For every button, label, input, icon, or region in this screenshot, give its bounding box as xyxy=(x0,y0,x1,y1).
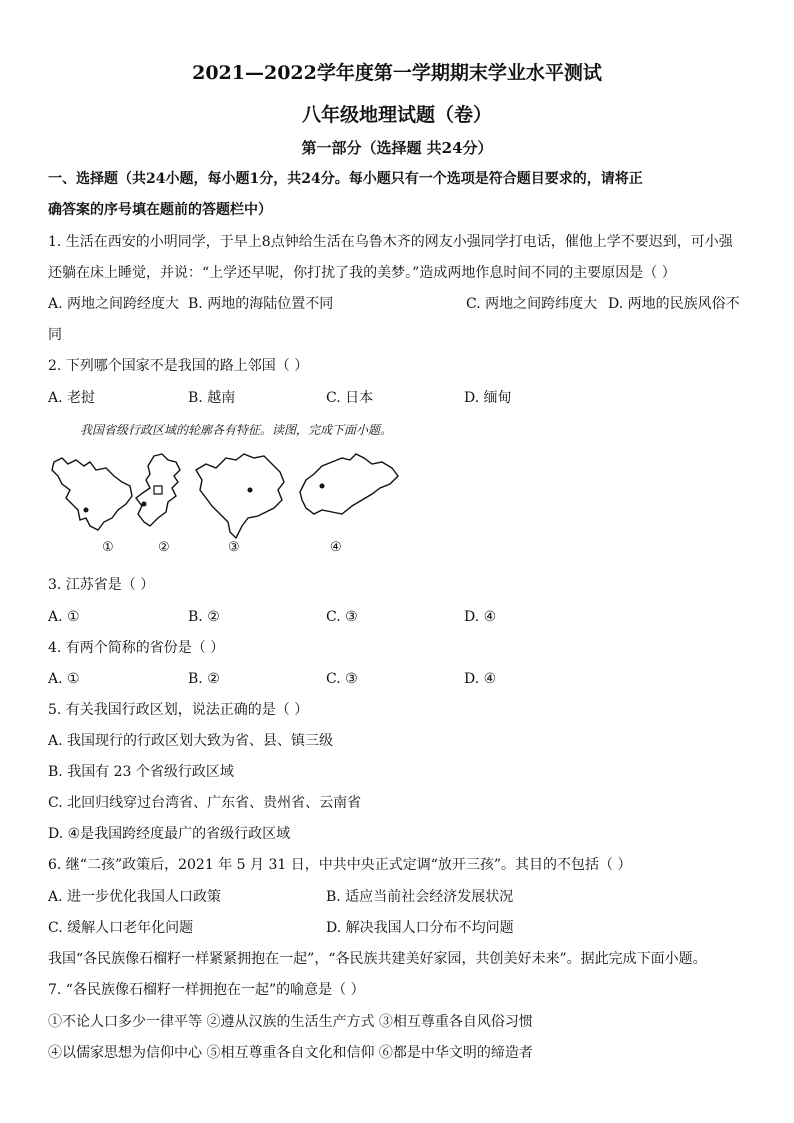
q3-option-b: B. ② xyxy=(188,609,220,625)
map-label-4: ④ xyxy=(330,540,342,555)
q5-option-a: A. 我国现行的行政区划大致为省、县、镇三级 xyxy=(48,733,334,749)
map-label-3: ③ xyxy=(228,540,240,555)
q4-option-a: A. ① xyxy=(48,671,80,687)
q4-option-c: C. ③ xyxy=(326,671,358,687)
q1-option-b: B. 两地的海陆位置不同 xyxy=(188,296,334,312)
q5-stem: 5. 有关我国行政区划，说法正确的是（ ） xyxy=(48,702,309,718)
q3-option-a: A. ① xyxy=(48,609,80,625)
q5-option-c: C. 北回归线穿过台湾省、广东省、贵州省、云南省 xyxy=(48,795,362,811)
q1-option-d-cont: 同 xyxy=(48,327,62,343)
q2-option-c: C. 日本 xyxy=(326,390,374,406)
map-label-2: ② xyxy=(158,540,170,555)
q3-option-c: C. ③ xyxy=(326,609,358,625)
q7-choices-row1: ①不论人口多少一律平等 ②遵从汉族的生活生产方式 ③相互尊重各自风俗习惯 xyxy=(48,1014,533,1030)
q1-stem-line2: 还躺在床上睡觉，并说：“上学还早呢，你打扰了我的美梦。”造成两地作息时间不同的主要原因是（ ） xyxy=(48,265,676,281)
map-intro: 我国省级行政区域的轮廓各有特征。读图，完成下面小题。 xyxy=(80,423,393,437)
q4-stem: 4. 有两个简称的省份是（ ） xyxy=(48,640,225,656)
province-outline-2 xyxy=(128,452,190,534)
q2-option-b: B. 越南 xyxy=(188,390,236,406)
q7-stem: 7. “各民族像石榴籽一样拥抱在一起”的喻意是（ ） xyxy=(48,982,365,998)
q7-choices-row2: ④以儒家思想为信仰中心 ⑤相互尊重各自文化和信仰 ⑥都是中华文明的缔造者 xyxy=(48,1045,533,1061)
province-outline-4 xyxy=(292,452,402,524)
section-instruction-line1: 一、选择题（共24小题，每小题1分，共24分。每小题只有一个选项是符合题目要求的，请将正 xyxy=(48,171,643,187)
map-label-1: ① xyxy=(102,540,114,555)
q1-option-d: D. 两地的民族风俗不 xyxy=(608,296,740,312)
q6-option-a: A. 进一步优化我国人口政策 xyxy=(48,889,222,905)
q3-option-d: D. ④ xyxy=(464,609,497,625)
q5-option-d: D. ④是我国跨经度最广的省级行政区域 xyxy=(48,826,291,842)
q1-option-c: C. 两地之间跨纬度大 xyxy=(466,296,598,312)
q1-option-a: A. 两地之间跨经度大 xyxy=(48,296,180,312)
q5-option-b: B. 我国有 23 个省级行政区域 xyxy=(48,764,234,780)
part-heading: 第一部分（选择题 共24分） xyxy=(301,139,493,157)
q2-option-d: D. 缅甸 xyxy=(464,390,512,406)
province-outline-1 xyxy=(48,452,138,534)
q3-stem: 3. 江苏省是（ ） xyxy=(48,577,155,593)
exam-title: 2021—2022学年度第一学期期末学业水平测试 xyxy=(192,62,602,84)
q4-option-d: D. ④ xyxy=(464,671,497,687)
q6-stem: 6. 继“二孩”政策后，2021 年 5 月 31 日，中共中央正式定调“放开三孩”。其目的不包括（ ） xyxy=(48,857,632,873)
q4-option-b: B. ② xyxy=(188,671,220,687)
q1-stem-line1: 1. 生活在西安的小明同学，于早上8点钟给生活在乌鲁木齐的网友小强同学打电话，催他上学不要迟到，可小强 xyxy=(48,234,733,250)
q6-option-d: D. 解决我国人口分布不均问题 xyxy=(326,920,514,936)
passage-text: 我国“各民族像石榴籽一样紧紧拥抱在一起”，“各民族共建美好家园，共创美好未来”。据此完成下面小题。 xyxy=(48,951,707,967)
q2-stem: 2. 下列哪个国家不是我国的路上邻国（ ） xyxy=(48,358,309,374)
q6-option-b: B. 适应当前社会经济发展状况 xyxy=(326,889,514,905)
exam-subtitle: 八年级地理试题（卷） xyxy=(301,104,492,126)
section-instruction-line2: 确答案的序号填在题前的答题栏中） xyxy=(48,202,272,218)
province-outline-3 xyxy=(190,452,290,542)
q6-option-c: C. 缓解人口老年化问题 xyxy=(48,920,194,936)
q2-option-a: A. 老挝 xyxy=(48,390,96,406)
